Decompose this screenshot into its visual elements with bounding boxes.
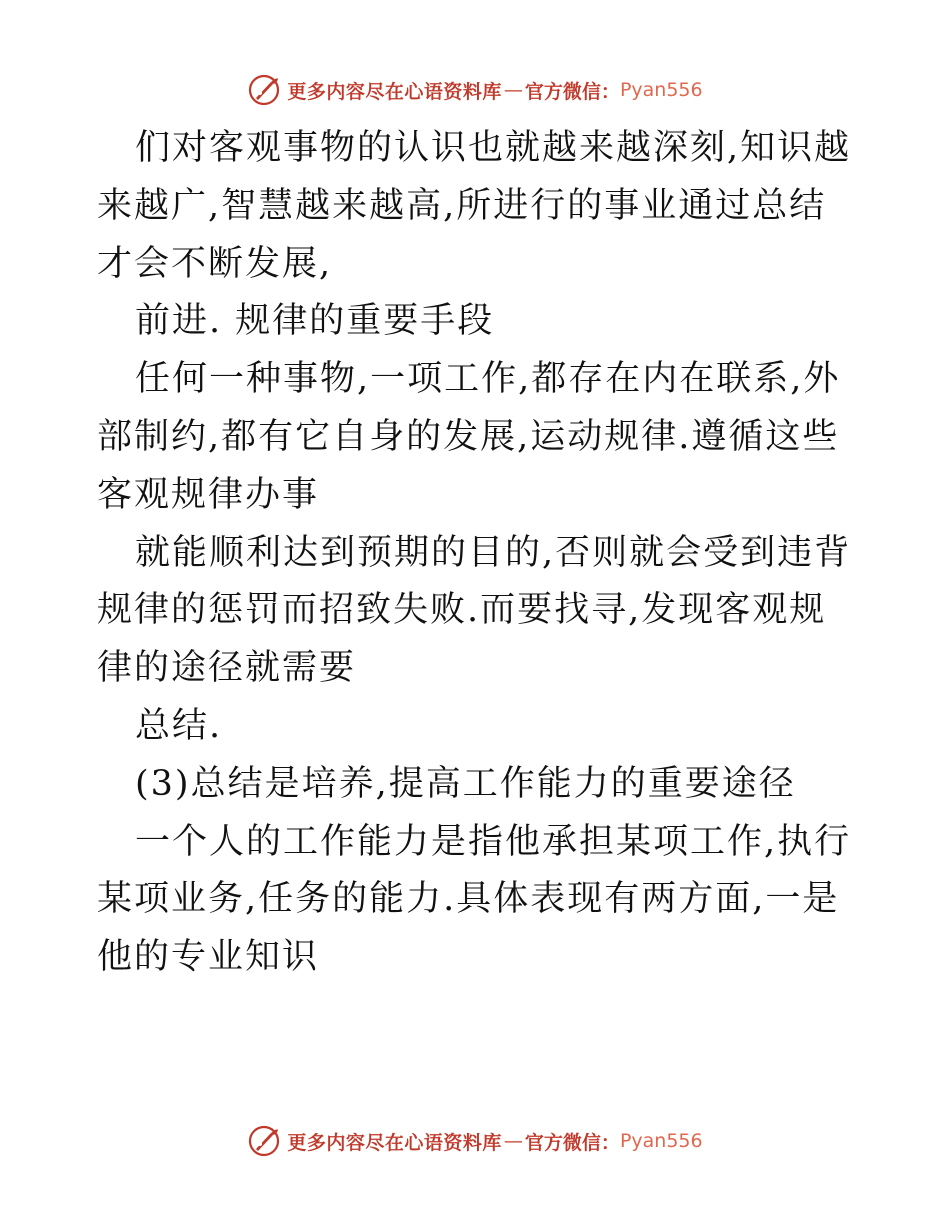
banner-dash: —	[503, 1130, 523, 1152]
banner-wechat-id: Pyan556	[619, 79, 703, 101]
paragraph: 任何一种事物,一项工作,都存在内在联系,外部制约,都有它自身的发展,运动规律.遵循这些客观规律办事	[97, 359, 841, 515]
document-body	[97, 120, 857, 987]
banner-slogan: 更多内容尽在心语资料库	[287, 80, 502, 103]
paragraph: 总结.	[135, 705, 223, 746]
quill-logo-icon	[247, 73, 281, 107]
banner-slogan: 更多内容尽在心语资料库	[287, 1131, 502, 1154]
paragraph: 就能顺利达到预期的目的,否则就会受到违背规律的惩罚而招致失败.而要找寻,发现客观规律的途径就需要	[97, 532, 852, 689]
paragraph: 们对客观事物的认识也就越来越深刻,知识越来越广,智慧越来越高,所进行的事业通过总结才会不断发展,	[97, 128, 852, 284]
banner-official-label: 官方微信：	[524, 80, 620, 103]
footer-banner	[0, 1121, 950, 1161]
paragraph: 前进. 规律的重要手段	[135, 301, 495, 342]
section-heading: (3)总结是培养,提高工作能力的重要途径	[135, 763, 796, 804]
banner-dash: —	[503, 79, 523, 101]
banner-official-label: 官方微信：	[524, 1131, 620, 1154]
banner-wechat-id: Pyan556	[619, 1130, 703, 1152]
paragraph: 一个人的工作能力是指他承担某项工作,执行某项业务,任务的能力.具体表现有两方面,一是他的专业知识	[97, 821, 852, 978]
header-banner	[0, 70, 950, 110]
quill-logo-icon	[247, 1124, 281, 1158]
